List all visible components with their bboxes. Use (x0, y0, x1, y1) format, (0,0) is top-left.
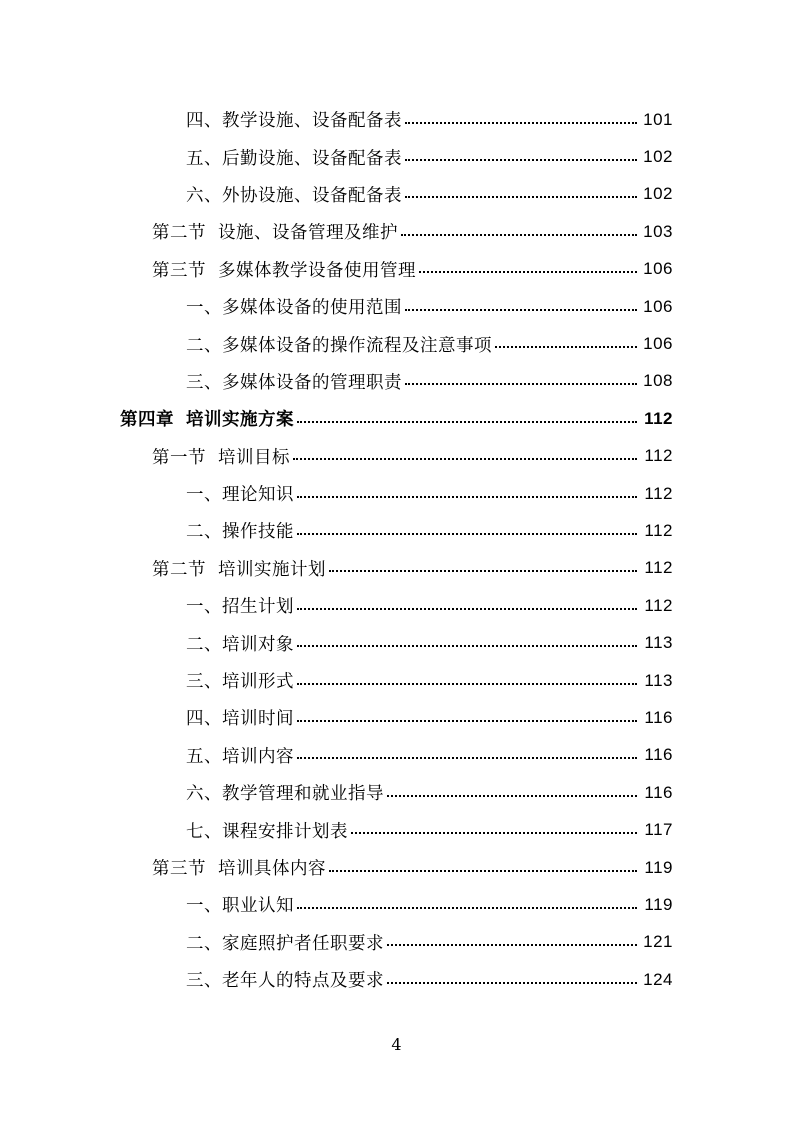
toc-entry-title (186, 930, 384, 955)
toc-entry-title (186, 780, 384, 805)
toc-item-row[interactable] (0, 288, 673, 325)
toc-item-row[interactable] (0, 662, 673, 699)
toc-entry-label: 四、培训时间 (186, 709, 294, 730)
toc-page-number: 106 (643, 334, 673, 354)
toc-entry-number: 第一节 (152, 447, 206, 468)
toc-entry-label: 多媒体教学设备使用管理 (218, 260, 416, 281)
toc-section-row[interactable] (0, 213, 673, 250)
dot-leader (387, 932, 637, 946)
toc-page-number: 117 (644, 820, 673, 840)
toc-item-row[interactable] (0, 924, 673, 961)
toc-entry-label: 五、后勤设施、设备配备表 (186, 148, 402, 169)
dot-leader (329, 858, 637, 872)
toc-entry-title (186, 182, 402, 207)
toc-entry-title (152, 855, 326, 880)
toc-entry-number: 第二节 (152, 559, 206, 580)
toc-page-number: 112 (644, 558, 673, 578)
toc-page-number: 101 (643, 109, 673, 129)
toc-entry-title (152, 444, 290, 469)
toc-entry-title (152, 556, 326, 581)
toc-page-number: 113 (644, 633, 673, 653)
toc-page-number: 124 (643, 969, 673, 989)
toc-item-row[interactable] (0, 138, 673, 175)
toc-item-row[interactable] (0, 886, 673, 923)
dot-leader (297, 708, 637, 722)
toc-entry-label: 五、培训内容 (186, 746, 294, 767)
toc-page-number: 102 (643, 147, 673, 167)
toc-entry-label: 二、培训对象 (186, 634, 294, 655)
toc-entry-number: 第二节 (152, 223, 206, 244)
dot-leader (329, 558, 637, 572)
toc-page-number: 112 (644, 446, 673, 466)
dot-leader (405, 297, 637, 311)
toc-entry-label: 七、课程安排计划表 (186, 821, 348, 842)
toc-entry-title (186, 369, 402, 394)
dot-leader (297, 895, 637, 909)
dot-leader (297, 484, 637, 498)
toc-entry-label: 六、外协设施、设备配备表 (186, 185, 402, 206)
toc-page-number: 113 (644, 670, 673, 690)
dot-leader (297, 409, 637, 423)
page-number: 4 (391, 1035, 402, 1054)
toc-item-row[interactable] (0, 961, 673, 998)
toc-item-row[interactable] (0, 512, 673, 549)
toc-entry-label: 二、多媒体设备的操作流程及注意事项 (186, 335, 492, 356)
dot-leader (495, 334, 637, 348)
toc-entry-title (186, 107, 402, 132)
dot-leader (351, 820, 637, 834)
toc-item-row[interactable] (0, 363, 673, 400)
toc-entry-label: 二、家庭照护者任职要求 (186, 933, 384, 954)
toc-entry-title (186, 705, 294, 730)
toc-item-row[interactable] (0, 737, 673, 774)
toc-page-number: 102 (643, 184, 673, 204)
toc-entry-title (152, 257, 416, 282)
dot-leader (401, 222, 637, 236)
toc-entry-number: 第三节 (152, 260, 206, 281)
table-of-contents (0, 101, 793, 998)
dot-leader (297, 633, 637, 647)
toc-page-number: 106 (643, 259, 673, 279)
toc-entry-title (186, 668, 294, 693)
toc-entry-label: 四、教学设施、设备配备表 (186, 111, 402, 132)
toc-entry-label: 三、老年人的特点及要求 (186, 971, 384, 992)
dot-leader (419, 259, 637, 273)
toc-page-number: 112 (644, 595, 673, 615)
toc-page-number: 112 (644, 483, 673, 503)
toc-section-row[interactable] (0, 849, 673, 886)
toc-page-number: 103 (643, 221, 673, 241)
toc-item-row[interactable] (0, 176, 673, 213)
dot-leader (297, 745, 637, 759)
toc-entry-label: 培训目标 (218, 447, 290, 468)
toc-section-row[interactable] (0, 438, 673, 475)
toc-section-row[interactable] (0, 550, 673, 587)
toc-section-row[interactable] (0, 251, 673, 288)
toc-entry-label: 三、多媒体设备的管理职责 (186, 372, 402, 393)
toc-page-number: 116 (644, 707, 673, 727)
toc-entry-number: 第四章 (120, 410, 174, 431)
toc-item-row[interactable] (0, 325, 673, 362)
dot-leader (387, 970, 637, 984)
dot-leader (297, 596, 637, 610)
dot-leader (405, 110, 637, 124)
toc-entry-label: 培训实施方案 (186, 410, 294, 431)
toc-item-row[interactable] (0, 699, 673, 736)
toc-entry-title (186, 481, 294, 506)
toc-item-row[interactable] (0, 101, 673, 138)
toc-entry-label: 二、操作技能 (186, 522, 294, 543)
toc-page-number: 108 (643, 371, 673, 391)
toc-entry-label: 一、多媒体设备的使用范围 (186, 298, 402, 319)
toc-entry-title (186, 145, 402, 170)
toc-entry-label: 六、教学管理和就业指导 (186, 784, 384, 805)
dot-leader (387, 783, 637, 797)
toc-entry-label: 一、招生计划 (186, 597, 294, 618)
toc-item-row[interactable] (0, 587, 673, 624)
dot-leader (293, 446, 637, 460)
toc-page-number: 121 (643, 932, 673, 952)
toc-item-row[interactable] (0, 475, 673, 512)
toc-entry-title (186, 518, 294, 543)
toc-item-row[interactable] (0, 624, 673, 661)
toc-entry-label: 三、培训形式 (186, 672, 294, 693)
toc-page-number: 112 (644, 520, 673, 540)
toc-entry-title (186, 818, 348, 843)
toc-entry-title (186, 967, 384, 992)
toc-page-number: 116 (644, 745, 673, 765)
dot-leader (297, 671, 637, 685)
toc-entry-label: 设施、设备管理及维护 (218, 223, 398, 244)
dot-leader (405, 184, 637, 198)
toc-entry-title (186, 631, 294, 656)
toc-page-number: 106 (643, 296, 673, 316)
toc-chapter-row[interactable] (0, 400, 673, 437)
toc-entry-label: 培训具体内容 (218, 859, 326, 879)
dot-leader (297, 521, 637, 535)
toc-item-row[interactable] (0, 811, 673, 848)
dot-leader (405, 147, 637, 161)
toc-entry-title (186, 332, 492, 357)
toc-entry-title (186, 593, 294, 618)
toc-entry-label: 一、理论知识 (186, 485, 294, 506)
toc-entry-title (186, 294, 402, 319)
toc-entry-title (120, 406, 294, 431)
toc-entry-title (186, 743, 294, 768)
toc-entry-title (152, 219, 398, 244)
toc-page-number: 119 (644, 894, 673, 914)
toc-page-number: 116 (644, 782, 673, 802)
toc-entry-label: 培训实施计划 (218, 559, 326, 580)
dot-leader (405, 371, 637, 385)
toc-item-row[interactable] (0, 774, 673, 811)
toc-entry-number: 第三节 (152, 859, 206, 879)
toc-entry-label: 一、职业认知 (186, 896, 294, 917)
toc-page-number: 119 (644, 857, 673, 877)
toc-entry-title (186, 892, 294, 917)
toc-page-number: 112 (644, 408, 673, 428)
